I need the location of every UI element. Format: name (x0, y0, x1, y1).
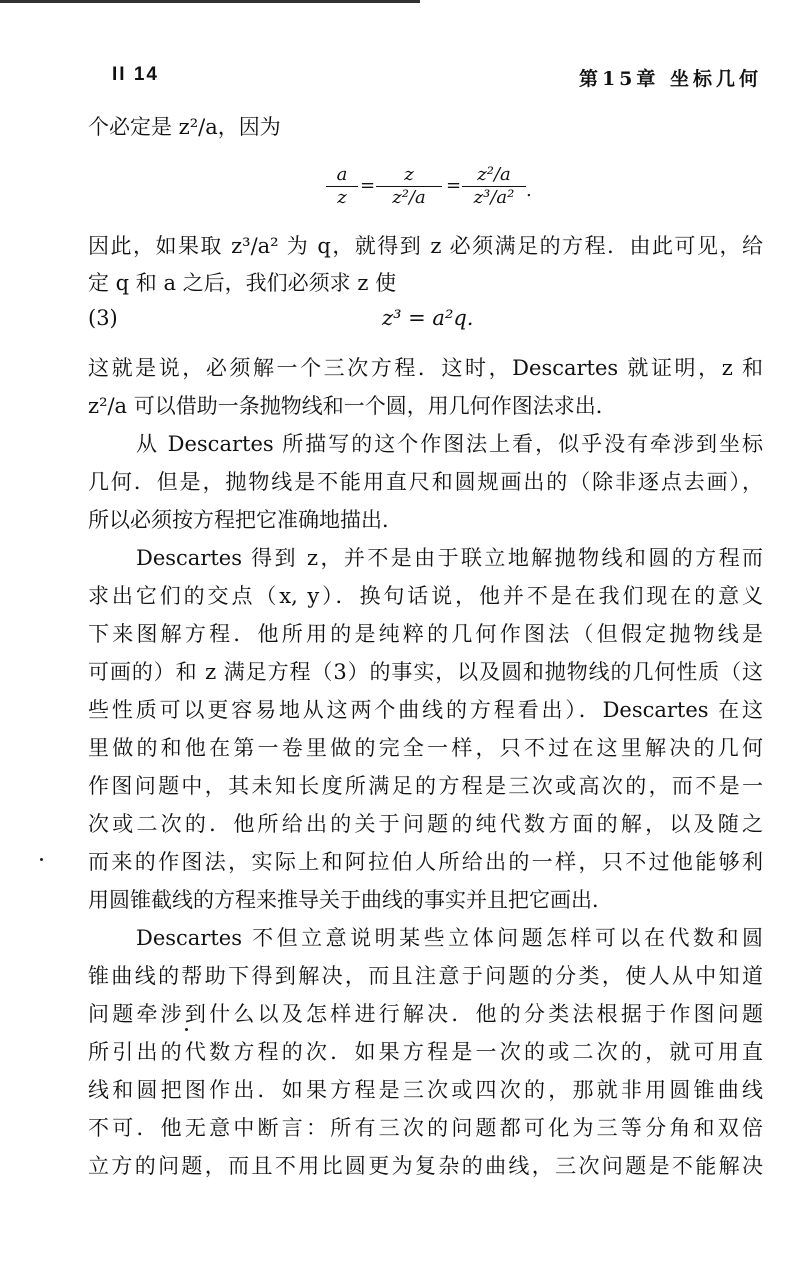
fraction: $\frac{\text{z²/a}}{\text{z³/a²}}$ (462, 164, 526, 209)
text-line: 定 q 和 a 之后，我们必须求 z 使 (88, 271, 397, 295)
text-line: 问题牵涉到什么以及怎样进行解决．他的分类法根据于作图问题 (88, 1002, 763, 1026)
text-line: 立方的问题，而且不用比圆更为复杂的曲线，三次问题是不能解决 (88, 1154, 763, 1178)
text-line: 从 Descartes 所描写的这个作图法上看，似乎没有牵涉到坐标 (136, 432, 763, 456)
text-line: 线和圆把图作出．如果方程是三次或四次的，那就非用圆锥曲线 (88, 1078, 763, 1102)
text-line: 用圆锥截线的方程来推导关于曲线的事实并且把它画出． (88, 888, 613, 912)
chapter-title: 第15章 坐标几何 (578, 68, 762, 90)
text-line: 次或二次的．他所给出的关于问题的纯代数方面的解，以及随之 (88, 812, 763, 836)
text-line: 所引出的代数方程的次．如果方程是一次的或二次的，就可用直 (88, 1040, 763, 1064)
equals-sign: = (446, 175, 462, 196)
text-line: 所以必须按方程把它准确地描出． (88, 508, 403, 532)
text-line: Descartes 不但立意说明某些立体问题怎样可以在代数和圆 (136, 926, 763, 950)
text-line: 这就是说，必须解一个三次方程．这时，Descartes 就证明，z 和 (88, 356, 763, 380)
period: . (526, 180, 532, 201)
scan-speck (40, 858, 43, 861)
text-line: 不可．他无意中断言：所有三次的问题都可化为三等分角和双倍 (88, 1116, 763, 1140)
fraction: $\frac{a}{z}$ (326, 164, 358, 209)
fraction: $\frac{z}{\text{z²/a}}$ (376, 164, 442, 209)
text-line: 因此，如果取 z³/a² 为 q，就得到 z 必须满足的方程．由此可见，给 (88, 234, 763, 258)
text-line: 几何．但是，抛物线是不能用直尺和圆规画出的（除非逐点去画）， (88, 470, 763, 494)
equation: z³ = a²q. (382, 306, 474, 330)
text-line: 求出它们的交点（x, y）．换句话说，他并不是在我们现在的意义 (88, 584, 763, 608)
text-line: 些性质可以更容易地从这两个曲线的方程看出）．Descartes 在这 (88, 698, 763, 722)
text-line: 可画的）和 z 满足方程（3）的事实，以及圆和抛物线的几何性质（这 (88, 660, 763, 684)
text-line: 锥曲线的帮助下得到解决，而且注意于问题的分类，使人从中知道 (88, 964, 763, 988)
text-line: z²/a 可以借助一条抛物线和一个圆，用几何作图法求出． (88, 394, 617, 418)
text-line: Descartes 得到 z，并不是由于联立地解抛物线和圆的方程而 (136, 546, 763, 570)
page-number: II 14 (112, 64, 159, 85)
equation-label: (3) (88, 306, 118, 330)
text-line: 而来的作图法，实际上和阿拉伯人所给出的一样，只不过他能够利 (88, 850, 763, 874)
text-line: 下来图解方程．他所用的是纯粹的几何作图法（但假定抛物线是 (88, 622, 763, 646)
text-line: 里做的和他在第一卷里做的完全一样，只不过在这里解决的几何 (88, 736, 763, 760)
page-header (112, 64, 762, 94)
equals-sign: = (360, 175, 376, 196)
scan-speck (185, 1028, 188, 1031)
top-rule (0, 0, 420, 3)
text-line: 作图问题中，其未知长度所满足的方程是三次或高次的，而不是一 (88, 774, 763, 798)
text-line: 个必定是 z²/a，因为 (88, 115, 281, 139)
